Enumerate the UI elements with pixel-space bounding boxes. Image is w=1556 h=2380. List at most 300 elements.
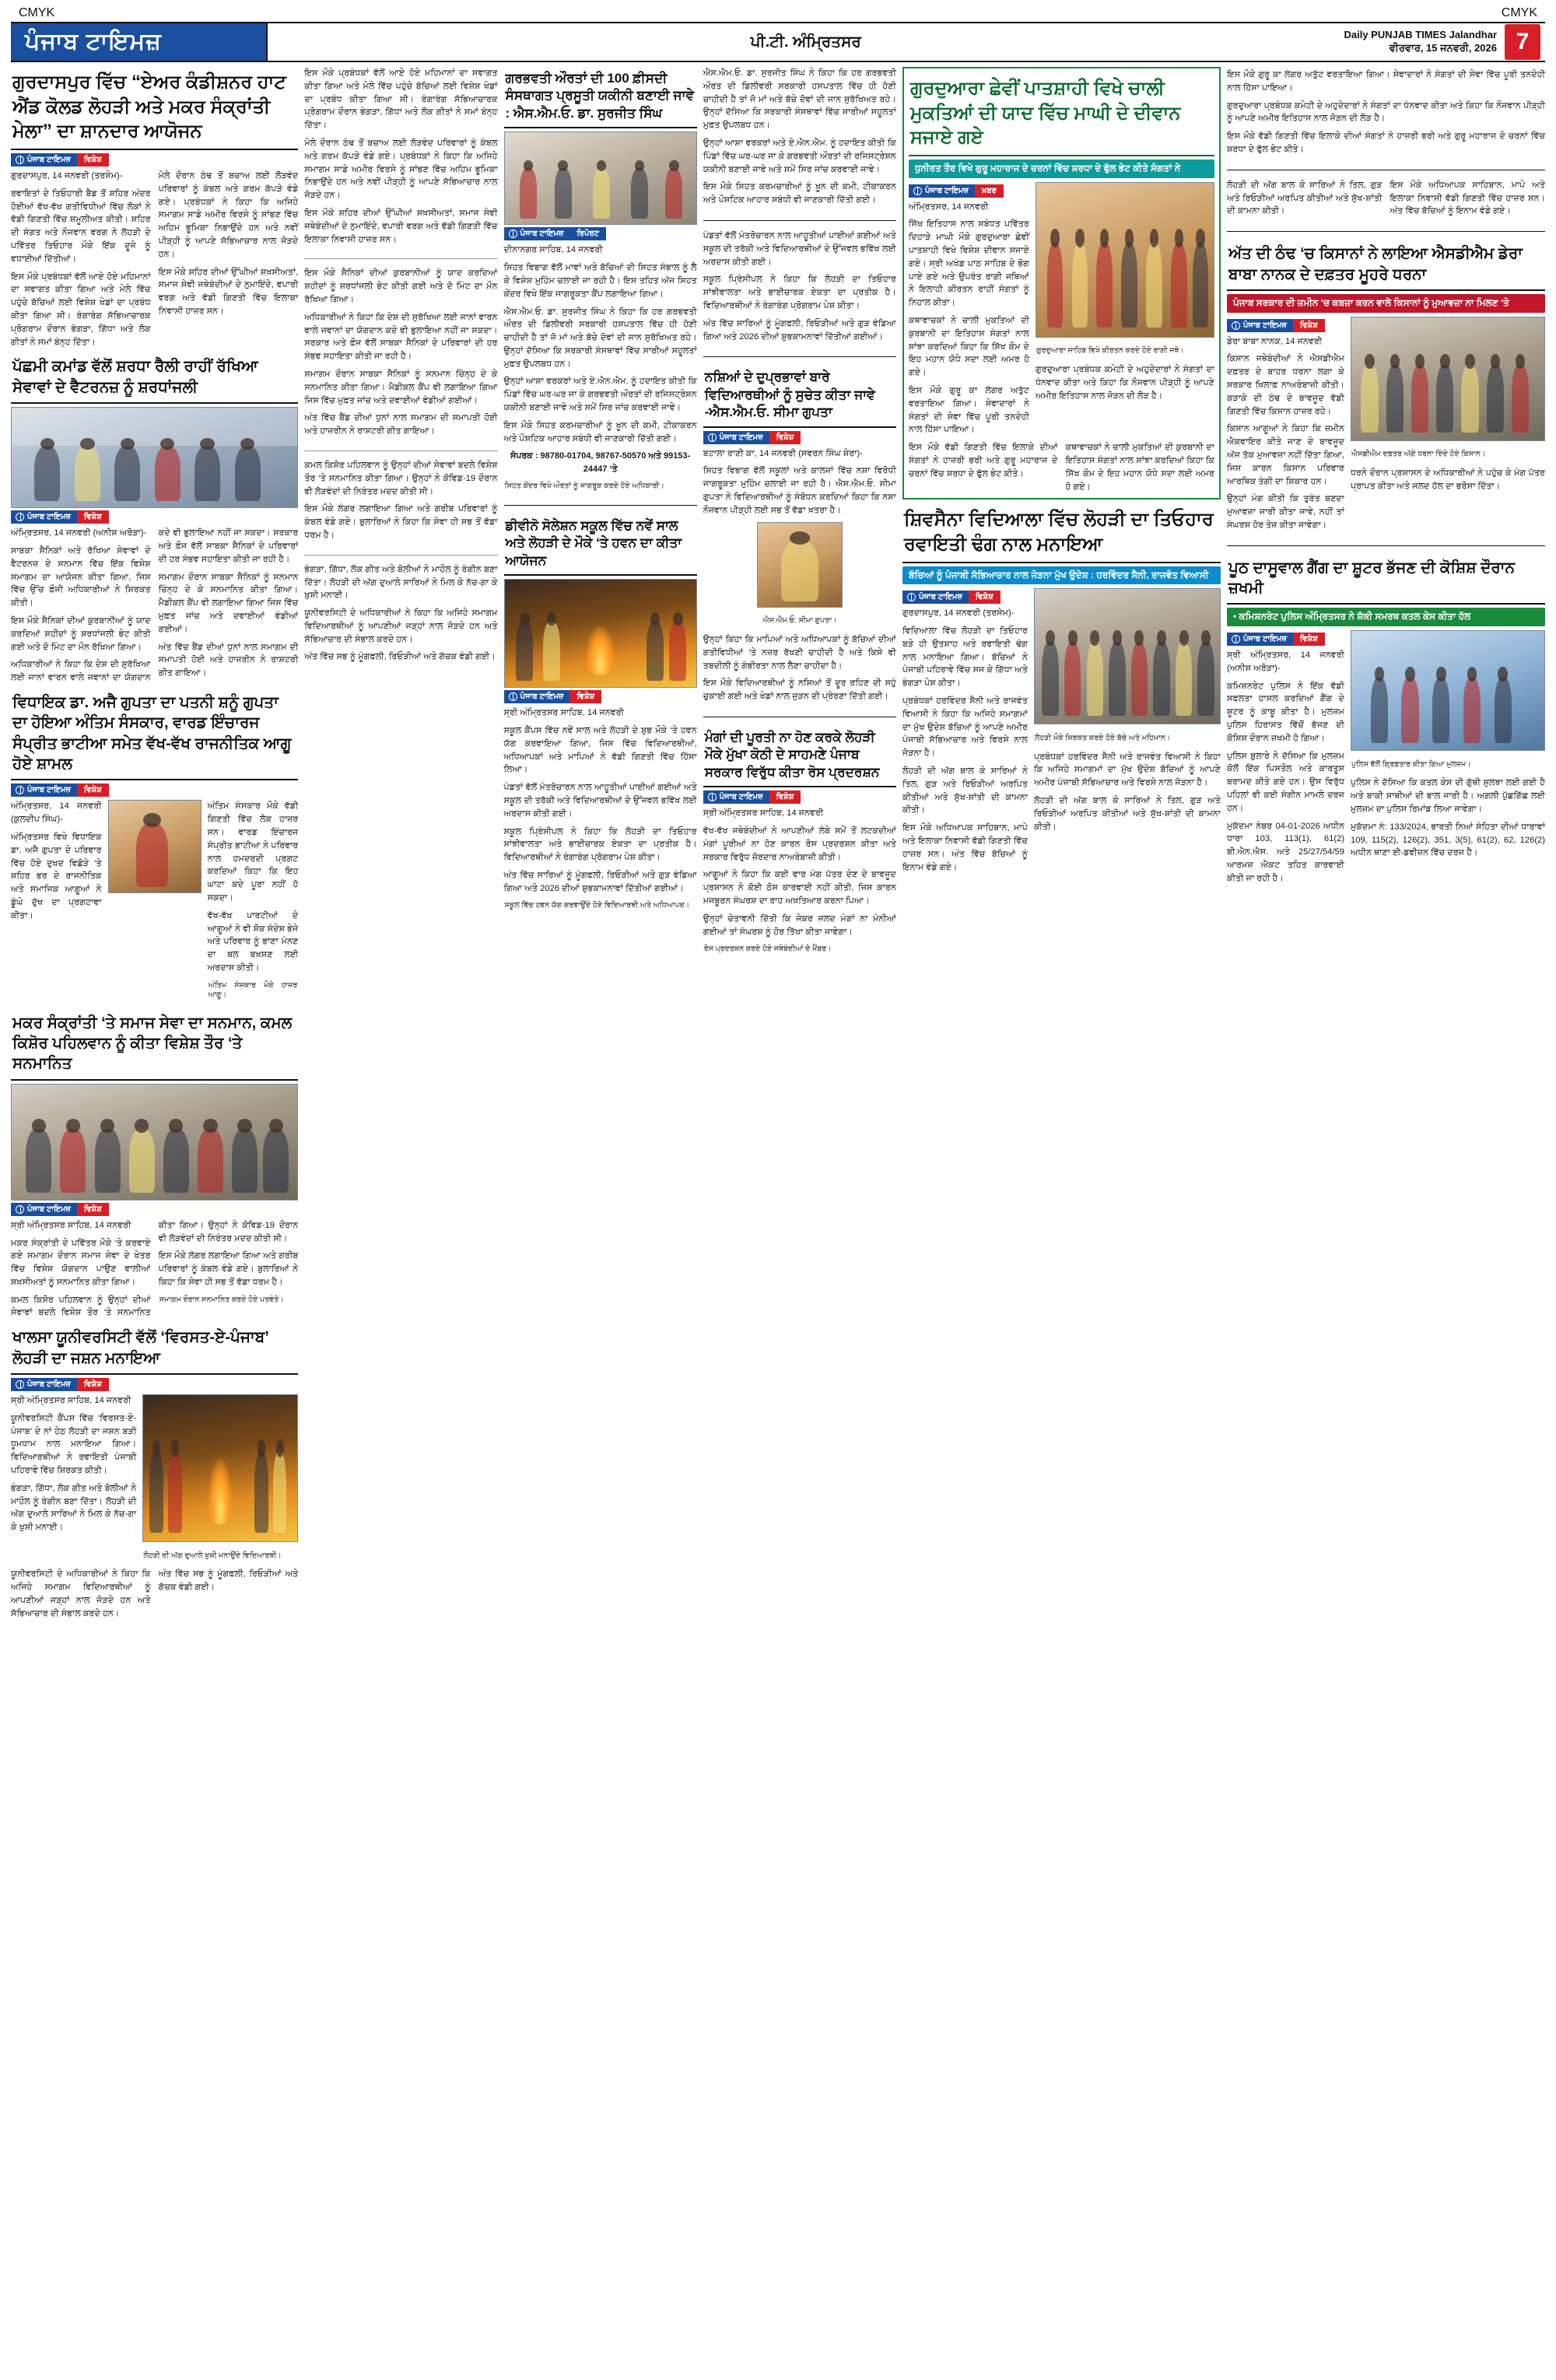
caption: ਸਿਹਤ ਕੇਂਦਰ ਵਿਖੇ ਔਰਤਾਂ ਨੂੰ ਜਾਗਰੂਕ ਕਰਦੇ ਹੋਏ ਅਧਿਕਾਰੀ। xyxy=(504,482,664,491)
para-1: ਸਾਬਕਾ ਸੈਨਿਕਾਂ ਅਤੇ ਰੱਖਿਆ ਸੇਵਾਵਾਂ ਦੇ ਵੈਟਰਨਜ਼ ਦੇ ਸਨਮਾਨ ਵਿੱਚ ਇੱਕ ਵਿਸ਼ੇਸ਼ ਸਮਾਗਮ ਦਾ ਆਯੋਜਨ ਕੀਤਾ ਗਿਆ, ਜਿਸ ਵਿੱਚ ਉੱਚ ਫ਼ੌਜੀ ਅਧਿਕਾਰੀਆਂ ਨੇ ਸ਼ਿਰਕਤ ਕੀਤੀ। xyxy=(11,545,151,608)
divider xyxy=(1227,545,1545,546)
para-3: ਯੂਨੀਵਰਸਿਟੀ ਦੇ ਅਧਿਕਾਰੀਆਂ ਨੇ ਕਿਹਾ ਕਿ ਅਜਿਹੇ ਸਮਾਗਮ ਵਿਦਿਆਰਥੀਆਂ ਨੂੰ ਆਪਣੀਆਂ ਜੜ੍ਹਾਂ ਨਾਲ ਜੋੜਦੇ ਹਨ ਅਤੇ ਸੱਭਿਆਚਾਰ ਦੀ ਸੰਭਾਲ ਕਰਦੇ ਹਨ। xyxy=(11,1569,151,1618)
article-women-100 xyxy=(504,67,697,496)
figure xyxy=(254,1452,268,1532)
col2-khalsa-jump xyxy=(304,563,497,669)
dateline: ਸ੍ਰੀ ਅੰਮ੍ਰਿਤਸਰ, 14 ਜਨਵਰੀ (ਅਨੀਸ਼ ਅਰੋੜਾ)- xyxy=(1226,650,1344,673)
para-2: ਇਸ ਮੌਕੇ ਪ੍ਰਬੰਧਕਾਂ ਵੱਲੋਂ ਆਏ ਹੋਏ ਮਹਿਮਾਨਾਂ ਦਾ ਸਵਾਗਤ ਕੀਤਾ ਗਿਆ ਅਤੇ ਮੇਲੇ ਵਿੱਚ ਪਹੁੰਚੇ ਬੱਚਿਆਂ ਲਈ ਵਿਸ਼ੇਸ਼ ਖੇਡਾਂ ਦਾ ਪ੍ਰਬੰਧ ਕੀਤਾ ਗਿਆ ਸੀ। ਰੰਗਾਰੰਗ ਸੱਭਿਆਚਾਰਕ ਪ੍ਰੋਗਰਾਮ ਦੌਰਾਨ ਭੰਗੜਾ, ਗਿੱਧਾ ਅਤੇ ਲੋਕ ਗੀਤਾਂ ਨੇ ਸਮਾਂ ਬੰਨ੍ਹ ਦਿੱਤਾ। xyxy=(11,272,151,347)
article-gurdwara-chhevin xyxy=(902,67,1221,499)
cmyk-label-right: CMYK xyxy=(1501,6,1537,19)
figure xyxy=(516,622,533,681)
article-body xyxy=(11,170,298,349)
para-3: ਇਸ ਮੌਕੇ ਲੰਗਰ ਲਗਾਇਆ ਗਿਆ ਅਤੇ ਗਰੀਬ ਪਰਿਵਾਰਾਂ ਨੂੰ ਕੰਬਲ ਵੰਡੇ ਗਏ। ਬੁਲਾਰਿਆਂ ਨੇ ਕਿਹਾ ਕਿ ਸੇਵਾ ਹੀ ਸਭ ਤੋਂ ਵੱਡਾ ਧਰਮ ਹੈ। xyxy=(158,1251,299,1287)
article-layout xyxy=(1227,317,1545,537)
figure xyxy=(232,1129,258,1192)
divider xyxy=(304,258,497,259)
figure xyxy=(114,447,140,501)
page-number: 7 xyxy=(1505,24,1540,60)
para-1: ਮਕਰ ਸੰਕ੍ਰਾਂਤੀ ਦੇ ਪਵਿੱਤਰ ਮੌਕੇ ‘ਤੇ ਕਰਵਾਏ ਗਏ ਸਮਾਗਮ ਦੌਰਾਨ ਸਮਾਜ ਸੇਵਾ ਦੇ ਖੇਤਰ ਵਿੱਚ ਵਿਸ਼ੇਸ਼ ਯੋਗਦਾਨ ਪਾਉਣ ਵਾਲੀਆਂ ਸ਼ਖ਼ਸੀਅਤਾਂ ਨੂੰ ਸਨਮਾਨਿਤ ਕੀਤਾ ਗਿਆ। xyxy=(11,1238,151,1287)
tag-badge: ਵਿਸ਼ੇਸ਼ xyxy=(77,1203,109,1216)
figure xyxy=(26,1129,51,1192)
article-body-2 xyxy=(1351,776,1545,860)
para-2: ਆਗੂਆਂ ਨੇ ਕਿਹਾ ਕਿ ਕਈ ਵਾਰ ਮੰਗ ਪੱਤਰ ਦੇਣ ਦੇ ਬਾਵਜੂਦ ਪ੍ਰਸ਼ਾਸਨ ਨੇ ਕੋਈ ਠੋਸ ਕਾਰਵਾਈ ਨਹੀਂ ਕੀਤੀ, ਜਿਸ ਕਾਰਨ ਮਜਬੂਰਨ ਸੰਘਰਸ਼ ਦਾ ਰਾਹ ਅਖ਼ਤਿਆਰ ਕਰਨਾ ਪਿਆ। xyxy=(703,870,896,906)
dateline: ਗੁਰਦਾਸਪੁਰ, 14 ਜਨਵਰੀ (ਤਰਸੇਮ)- xyxy=(11,171,123,181)
divider xyxy=(703,220,896,221)
photo-shivsena xyxy=(1034,588,1221,724)
para-2: ਕਮਲ ਕਿਸ਼ੋਰ ਪਹਿਲਵਾਨ ਨੂੰ ਉਨ੍ਹਾਂ ਦੀਆਂ ਸੇਵਾਵਾਂ ਬਦਲੇ ਵਿਸ਼ੇਸ਼ ਤੌਰ ‘ਤੇ ਸਨਮਾਨਿਤ ਕੀਤਾ ਗਿਆ। ਉਨ੍ਹਾਂ ਨੇ ਕੋਵਿਡ-19 ਦੌਰਾਨ ਵੀ ਲੋੜਵੰਦਾਂ ਦੀ ਨਿਰੰਤਰ ਮਦਦ ਕੀਤੀ ਸੀ। xyxy=(11,1220,299,1318)
figure xyxy=(1386,365,1404,433)
para-4: ਇਸ ਮੌਕੇ ਸ਼ਹਿਰ ਦੀਆਂ ਉੱਘੀਆਂ ਸ਼ਖ਼ਸੀਅਤਾਂ, ਸਮਾਜ ਸੇਵੀ ਜਥੇਬੰਦੀਆਂ ਦੇ ਨੁਮਾਇੰਦੇ, ਵਪਾਰੀ ਵਰਗ ਅਤੇ ਵੱਡੀ ਗਿਣਤੀ ਵਿੱਚ ਇਲਾਕਾ ਨਿਵਾਸੀ ਹਾਜ਼ਰ ਸਨ। xyxy=(158,267,299,316)
cmyk-label-left: CMYK xyxy=(19,6,55,19)
article-body xyxy=(703,447,896,517)
article-body-2 xyxy=(703,633,896,703)
brand-badge: ਪੰਜਾਬ ਟਾਇਮਜ਼ xyxy=(11,1378,77,1391)
para-a: ਇਸ ਮੌਕੇ ਗੁਰੂ ਕਾ ਲੰਗਰ ਅਤੁੱਟ ਵਰਤਾਇਆ ਗਿਆ। ਸੇਵਾਦਾਰਾਂ ਨੇ ਸੰਗਤਾਂ ਦੀ ਸੇਵਾ ਵਿੱਚ ਪੂਰੀ ਤਨਦੇਹੀ ਨਾਲ ਹਿੱਸਾ ਪਾਇਆ। xyxy=(1226,70,1545,93)
photo-figures xyxy=(1035,589,1220,724)
photo-wrap xyxy=(142,1394,298,1568)
para-1: ਸਿਹਤ ਵਿਭਾਗ ਵੱਲੋਂ ਸਕੂਲਾਂ ਅਤੇ ਕਾਲਜਾਂ ਵਿੱਚ ਨਸ਼ਾ ਵਿਰੋਧੀ ਜਾਗਰੂਕਤਾ ਮੁਹਿੰਮ ਚਲਾਈ ਜਾ ਰਹੀ ਹੈ। ਐਸ.ਐਮ.ਓ. ਸੀਮਾ ਗੁਪਤਾ ਨੇ ਵਿਦਿਆਰਥੀਆਂ ਨੂੰ ਸੰਬੋਧਨ ਕਰਦਿਆਂ ਕਿਹਾ ਕਿ ਨਸ਼ਾ ਨੌਜਵਾਨ ਪੀੜ੍ਹੀ ਲਈ ਸਭ ਤੋਂ ਵੱਡਾ ਖ਼ਤਰਾ ਹੈ। xyxy=(703,466,896,515)
para-d: ਪੰਡਤਾਂ ਵੱਲੋਂ ਮੰਤਰੋਚਾਰਨ ਨਾਲ ਆਹੂਤੀਆਂ ਪਾਈਆਂ ਗਈਆਂ ਅਤੇ ਸਕੂਲ ਦੀ ਤਰੱਕੀ ਅਤੇ ਵਿਦਿਆਰਥੀਆਂ ਦੇ ਉੱਜਵਲ ਭਵਿੱਖ ਲਈ ਅਰਦਾਸ ਕੀਤੀ ਗਈ। xyxy=(703,230,896,267)
credit-line xyxy=(504,227,697,240)
tag-badge: ਵਿਸ਼ੇਸ਼ xyxy=(769,790,801,804)
article-vidhayak-ajay-gupta xyxy=(11,689,298,1005)
figure xyxy=(520,168,537,219)
divider xyxy=(504,505,697,506)
para-4: ਅੰਤ ਵਿੱਚ ਸਭ ਨੂੰ ਮੂੰਗਫਲੀ, ਰਿਓੜੀਆਂ ਅਤੇ ਗੱਚਕ ਵੰਡੀ ਗਈ। xyxy=(158,1569,299,1593)
brand-badge: ਪੰਜਾਬ ਟਾਇਮਜ਼ xyxy=(11,1203,77,1216)
article-body-left xyxy=(11,800,102,1004)
article-body-3 xyxy=(909,441,1214,493)
brand-badge: ਪੰਜਾਬ ਟਾਇਮਜ਼ xyxy=(909,184,975,198)
tag-badge: ਵਿਸ਼ੇਸ਼ xyxy=(1293,319,1325,332)
photo-figures xyxy=(758,523,842,607)
para-1: ਵੱਖ-ਵੱਖ ਜਥੇਬੰਦੀਆਂ ਨੇ ਆਪਣੀਆਂ ਲੰਬੇ ਸਮੇਂ ਤੋਂ ਲਟਕਦੀਆਂ ਮੰਗਾਂ ਪੂਰੀਆਂ ਨਾ ਹੋਣ ਕਾਰਨ ਰੋਸ ਪ੍ਰਦਰਸ਼ਨ ਕੀਤਾ ਅਤੇ ਸਰਕਾਰ ਵਿਰੁੱਧ ਜ਼ੋਰਦਾਰ ਨਾਅਰੇਬਾਜ਼ੀ ਕੀਤੀ। xyxy=(703,826,896,862)
photo-figures xyxy=(1351,631,1544,750)
tag-badge: ਵਿਸ਼ੇਸ਼ xyxy=(77,153,109,166)
masthead-right xyxy=(1344,23,1546,61)
figure xyxy=(155,447,180,501)
credit-line xyxy=(11,510,298,524)
para-2: ਐਸ.ਐਮ.ਓ. ਡਾ. ਸੁਰਜੀਤ ਸਿੰਘ ਨੇ ਕਿਹਾ ਕਿ ਹਰ ਗਰਭਵਤੀ ਔਰਤ ਦੀ ਡਿਲੀਵਰੀ ਸਰਕਾਰੀ ਹਸਪਤਾਲ ਵਿੱਚ ਹੀ ਹੋਣੀ ਚਾਹੀਦੀ ਹੈ ਤਾਂ ਜੋ ਮਾਂ ਅਤੇ ਬੱਚੇ ਦੋਵਾਂ ਦੀ ਜਾਨ ਸੁਰੱਖਿਅਤ ਰਹੇ। ਉਨ੍ਹਾਂ ਦੱਸਿਆ ਕਿ ਸਰਕਾਰੀ ਸੰਸਥਾਵਾਂ ਵਿੱਚ ਸਾਰੀਆਂ ਸਹੂਲਤਾਂ ਮੁਫ਼ਤ ਉਪਲਬਧ ਹਨ। xyxy=(503,307,697,369)
figure xyxy=(1146,243,1162,328)
article-body-2 xyxy=(1036,363,1214,402)
headline: ਗੁਰਦੁਆਰਾ ਛੇਵੀਂ ਪਾਤਸ਼ਾਹੀ ਵਿਖੇ ਚਾਲੀ ਮੁਕਤਿਆਂ ਦੀ ਯਾਦ ਵਿੱਚ ਮਾਘੀ ਦੇ ਦੀਵਾਨ ਸਜਾਏ ਗਏ xyxy=(909,73,1214,156)
para-4: ਪੁਲਿਸ ਨੇ ਦੱਸਿਆ ਕਿ ਕਤਲ ਕੇਸ ਦੀ ਗੁੱਥੀ ਸੁਲਝਾ ਲਈ ਗਈ ਹੈ ਅਤੇ ਬਾਕੀ ਸਾਥੀਆਂ ਦੀ ਭਾਲ ਜਾਰੀ ਹੈ। ਅਗਲੀ ਪੁੱਛਗਿੱਛ ਲਈ ਮੁਲਜ਼ਮ ਦਾ ਪੁਲਿਸ ਰਿਮਾਂਡ ਲਿਆ ਜਾਵੇਗਾ। xyxy=(1351,778,1545,815)
figure xyxy=(1463,678,1481,743)
col2-samman-jump xyxy=(304,459,497,547)
photo-figures xyxy=(12,408,297,507)
brand-badge: ਪੰਜਾਬ ਟਾਇਮਜ਼ xyxy=(703,790,769,804)
page-grid xyxy=(11,67,1545,1621)
caption: ਸਕੂਲ ਵਿੱਚ ਹਵਨ ਯੱਗ ਕਰਵਾਉਂਦੇ ਹੋਏ ਵਿਦਿਆਰਥੀ ਅਤੇ ਅਧਿਆਪਕ। xyxy=(504,901,690,910)
credit-line xyxy=(11,783,298,797)
brand-badge: ਪੰਜਾਬ ਟਾਇਮਜ਼ xyxy=(1227,633,1293,646)
globe-icon xyxy=(509,230,517,238)
photo-command xyxy=(11,407,298,508)
para-2: ਕਥਾਵਾਚਕਾਂ ਨੇ ਚਾਲੀ ਮੁਕਤਿਆਂ ਦੀ ਕੁਰਬਾਨੀ ਦਾ ਇਤਿਹਾਸ ਸੰਗਤਾਂ ਨਾਲ ਸਾਂਝਾ ਕਰਦਿਆਂ ਕਿਹਾ ਕਿ ਸਿੱਖ ਕੌਮ ਦੇ ਇਹ ਮਹਾਨ ਯੋਧੇ ਸਦਾ ਲਈ ਅਮਰ ਹੋ ਗਏ। xyxy=(908,315,1029,378)
para-e: ਸਕੂਲ ਪ੍ਰਿੰਸੀਪਲ ਨੇ ਕਿਹਾ ਕਿ ਲੋਹੜੀ ਦਾ ਤਿਓਹਾਰ ਸਾਂਝੀਵਾਲਤਾ ਅਤੇ ਭਾਈਚਾਰਕ ਏਕਤਾ ਦਾ ਪ੍ਰਤੀਕ ਹੈ। ਵਿਦਿਆਰਥੀਆਂ ਨੇ ਰੰਗਾਰੰਗ ਪ੍ਰੋਗਰਾਮ ਪੇਸ਼ ਕੀਤਾ। xyxy=(703,275,896,310)
para-h: ਕਮਲ ਕਿਸ਼ੋਰ ਪਹਿਲਵਾਨ ਨੂੰ ਉਨ੍ਹਾਂ ਦੀਆਂ ਸੇਵਾਵਾਂ ਬਦਲੇ ਵਿਸ਼ੇਸ਼ ਤੌਰ ‘ਤੇ ਸਨਮਾਨਿਤ ਕੀਤਾ ਗਿਆ। ਉਨ੍ਹਾਂ ਨੇ ਕੋਵਿਡ-19 ਦੌਰਾਨ ਵੀ ਲੋੜਵੰਦਾਂ ਦੀ ਨਿਰੰਤਰ ਮਦਦ ਕੀਤੀ ਸੀ। xyxy=(304,460,498,496)
caption: ਲੋਹੜੀ ਦੀ ਅੱਗ ਦੁਆਲੇ ਖ਼ੁਸ਼ੀ ਮਨਾਉਂਦੇ ਵਿਦਿਆਰਥੀ। xyxy=(143,1551,282,1560)
para-3: ਅਧਿਕਾਰੀਆਂ ਨੇ ਕਿਹਾ ਕਿ ਦੇਸ਼ ਦੀ ਸੁਰੱਖਿਆ ਲਈ ਜਾਨਾਂ ਵਾਰਨ ਵਾਲੇ ਜਵਾਨਾਂ ਦਾ ਯੋਗਦਾਨ ਕਦੇ ਵੀ ਭੁਲਾਇਆ ਨਹੀਂ ਜਾ ਸਕਦਾ। ਸਰਕਾਰ ਅਤੇ ਫ਼ੌਜ ਵੱਲੋਂ ਸਾਬਕਾ ਸੈਨਿਕਾਂ ਦੇ ਪਰਿਵਾਰਾਂ ਦੀ ਹਰ ਸੰਭਵ ਸਹਾਇਤਾ ਕੀਤੀ ਜਾ ਰਹੀ ਹੈ। xyxy=(11,528,299,683)
credit-line xyxy=(11,1203,298,1216)
para-3: ਮੇਲੇ ਦੌਰਾਨ ਠੰਢ ਤੋਂ ਬਚਾਅ ਲਈ ਲੋੜਵੰਦ ਪਰਿਵਾਰਾਂ ਨੂੰ ਕੰਬਲ ਅਤੇ ਗਰਮ ਕੱਪੜੇ ਵੰਡੇ ਗਏ। ਪ੍ਰਬੰਧਕਾਂ ਨੇ ਕਿਹਾ ਕਿ ਅਜਿਹੇ ਸਮਾਗਮ ਸਾਡੇ ਅਮੀਰ ਵਿਰਸੇ ਨੂੰ ਸਾਂਭਣ ਵਿੱਚ ਅਹਿਮ ਭੂਮਿਕਾ ਨਿਭਾਉਂਦੇ ਹਨ ਅਤੇ ਨਵੀਂ ਪੀੜ੍ਹੀ ਨੂੰ ਆਪਣੇ ਸੱਭਿਆਚਾਰ ਨਾਲ ਜੋੜਦੇ ਹਨ। xyxy=(158,171,299,259)
caption: ਅੰਤਿਮ ਸੰਸਕਾਰ ਮੌਕੇ ਹਾਜ਼ਰ ਆਗੂ। xyxy=(208,980,298,1000)
para-5: ਪ੍ਰਬੰਧਕਾਂ ਹਰਵਿੰਦਰ ਸੈਨੀ ਅਤੇ ਰਾਜਵੰਤ ਵਿਆਸੀ ਨੇ ਕਿਹਾ ਕਿ ਅਜਿਹੇ ਸਮਾਗਮਾਂ ਦਾ ਮੁੱਖ ਉਦੇਸ਼ ਬੱਚਿਆਂ ਨੂੰ ਆਪਣੇ ਅਮੀਰ ਪੰਜਾਬੀ ਸੱਭਿਆਚਾਰ ਅਤੇ ਵਿਰਸੇ ਨਾਲ ਜੋੜਨਾ ਹੈ। xyxy=(1033,752,1221,788)
para-d: ਲੋਹੜੀ ਦੀ ਅੱਗ ਬਾਲ ਕੇ ਸਾਰਿਆਂ ਨੇ ਤਿਲ, ਗੁੜ ਅਤੇ ਰਿਓੜੀਆਂ ਅਰਪਿਤ ਕੀਤੀਆਂ ਅਤੇ ਸੁੱਖ-ਸ਼ਾਂਤੀ ਦੀ ਕਾਮਨਾ ਕੀਤੀ। xyxy=(1226,180,1383,216)
para-2: ਕਿਸਾਨ ਆਗੂਆਂ ਨੇ ਕਿਹਾ ਕਿ ਜ਼ਮੀਨ ਐਕਵਾਇਰ ਕੀਤੇ ਜਾਣ ਦੇ ਬਾਵਜੂਦ ਅੱਜ ਤੱਕ ਮੁਆਵਜ਼ਾ ਨਹੀਂ ਦਿੱਤਾ ਗਿਆ, ਜਿਸ ਕਾਰਨ ਕਿਸਾਨ ਪਰਿਵਾਰ ਆਰਥਿਕ ਤੰਗੀ ਦਾ ਸ਼ਿਕਾਰ ਹਨ। xyxy=(1226,424,1344,486)
para-a: ਐਸ.ਐਮ.ਓ. ਡਾ. ਸੁਰਜੀਤ ਸਿੰਘ ਨੇ ਕਿਹਾ ਕਿ ਹਰ ਗਰਭਵਤੀ ਔਰਤ ਦੀ ਡਿਲੀਵਰੀ ਸਰਕਾਰੀ ਹਸਪਤਾਲ ਵਿੱਚ ਹੀ ਹੋਣੀ ਚਾਹੀਦੀ ਹੈ ਤਾਂ ਜੋ ਮਾਂ ਅਤੇ ਬੱਚੇ ਦੋਵਾਂ ਦੀ ਜਾਨ ਸੁਰੱਖਿਅਤ ਰਹੇ। ਉਨ੍ਹਾਂ ਦੱਸਿਆ ਕਿ ਸਰਕਾਰੀ ਸੰਸਥਾਵਾਂ ਵਿੱਚ ਸਾਰੀਆਂ ਸਹੂਲਤਾਂ ਮੁਫ਼ਤ ਉਪਲਬਧ ਹਨ। xyxy=(703,68,896,131)
para-c: ਇਸ ਮੌਕੇ ਸਿਹਤ ਕਰਮਚਾਰੀਆਂ ਨੂੰ ਖ਼ੂਨ ਦੀ ਕਮੀ, ਟੀਕਾਕਰਨ ਅਤੇ ਪੌਸ਼ਟਿਕ ਆਹਾਰ ਸਬੰਧੀ ਵੀ ਜਾਣਕਾਰੀ ਦਿੱਤੀ ਗਈ। xyxy=(703,182,896,205)
figure xyxy=(1087,642,1103,716)
para-f: ਸਮਾਗਮ ਦੌਰਾਨ ਸਾਬਕਾ ਸੈਨਿਕਾਂ ਨੂੰ ਸਨਮਾਨ ਚਿੰਨ੍ਹ ਦੇ ਕੇ ਸਨਮਾਨਿਤ ਕੀਤਾ ਗਿਆ। ਮੈਡੀਕਲ ਕੈਂਪ ਵੀ ਲਗਾਇਆ ਗਿਆ ਜਿਸ ਵਿੱਚ ਮੁਫ਼ਤ ਜਾਂਚ ਅਤੇ ਦਵਾਈਆਂ ਵੰਡੀਆਂ ਗਈਆਂ। xyxy=(304,369,498,405)
figure xyxy=(1193,243,1209,328)
para-4: ਧਰਨੇ ਦੌਰਾਨ ਪ੍ਰਸ਼ਾਸਨ ਦੇ ਅਧਿਕਾਰੀਆਂ ਨੇ ਪਹੁੰਚ ਕੇ ਮੰਗ ਪੱਤਰ ਪ੍ਰਾਪਤ ਕੀਤਾ ਅਤੇ ਜਲਦ ਹੱਲ ਦਾ ਭਰੋਸਾ ਦਿੱਤਾ। xyxy=(1351,468,1545,491)
photo-side xyxy=(1034,588,1221,878)
para-4: ਅੰਤ ਵਿੱਚ ਸਾਰਿਆਂ ਨੂੰ ਮੂੰਗਫਲੀ, ਰਿਓੜੀਆਂ ਅਤੇ ਗੁੜ ਵੰਡਿਆ ਗਿਆ ਅਤੇ 2026 ਦੀਆਂ ਸ਼ੁਭਕਾਮਨਾਵਾਂ ਦਿੱਤੀਆਂ ਗਈਆਂ। xyxy=(503,870,697,893)
article-mangan-rosh xyxy=(703,726,896,959)
credit-line xyxy=(703,431,896,444)
para-k: ਯੂਨੀਵਰਸਿਟੀ ਦੇ ਅਧਿਕਾਰੀਆਂ ਨੇ ਕਿਹਾ ਕਿ ਅਜਿਹੇ ਸਮਾਗਮ ਵਿਦਿਆਰਥੀਆਂ ਨੂੰ ਆਪਣੀਆਂ ਜੜ੍ਹਾਂ ਨਾਲ ਜੋੜਦੇ ਹਨ ਅਤੇ ਸੱਭਿਆਚਾਰ ਦੀ ਸੰਭਾਲ ਕਰਦੇ ਹਨ। xyxy=(304,608,498,644)
figure xyxy=(1096,243,1113,328)
article-body xyxy=(902,607,1028,874)
article-layout xyxy=(11,1394,298,1568)
para-3: ਉਨ੍ਹਾਂ ਚੇਤਾਵਨੀ ਦਿੱਤੀ ਕਿ ਜੇਕਰ ਜਲਦ ਮੰਗਾਂ ਨਾ ਮੰਨੀਆਂ ਗਈਆਂ ਤਾਂ ਸੰਘਰਸ਼ ਨੂੰ ਹੋਰ ਤਿੱਖਾ ਕੀਤਾ ਜਾਵੇਗਾ। xyxy=(703,913,896,937)
masthead xyxy=(11,22,1545,62)
dateline: ਡੇਰਾ ਬਾਬਾ ਨਾਨਕ, 14 ਜਨਵਰੀ xyxy=(1226,336,1323,346)
tag-badge: ਵਿਸ਼ੇਸ਼ xyxy=(769,431,801,444)
col2-command-jump xyxy=(304,267,497,443)
headline: ਅੱਤ ਦੀ ਠੰਢ ‘ਚ ਕਿਸਾਨਾਂ ਨੇ ਲਾਇਆ ਐਸਡੀਐਮ ਡੇਰਾ ਬਾਬਾ ਨਾਨਕ ਦੇ ਦਫ਼ਤਰ ਮੂਹਰੇ ਧਰਨਾ xyxy=(1227,240,1545,291)
figure xyxy=(593,168,610,219)
para-d: ਇਸ ਮੌਕੇ ਸੈਨਿਕਾਂ ਦੀਆਂ ਕੁਰਬਾਨੀਆਂ ਨੂੰ ਯਾਦ ਕਰਦਿਆਂ ਸ਼ਹੀਦਾਂ ਨੂੰ ਸ਼ਰਧਾਂਜਲੀ ਭੇਟ ਕੀਤੀ ਗਈ ਅਤੇ ਦੋ ਮਿੰਟ ਦਾ ਮੌਨ ਰੱਖਿਆ ਗਿਆ। xyxy=(304,268,498,304)
para-l: ਅੰਤ ਵਿੱਚ ਸਭ ਨੂੰ ਮੂੰਗਫਲੀ, ਰਿਓੜੀਆਂ ਅਤੇ ਗੱਚਕ ਵੰਡੀ ਗਈ। xyxy=(304,652,496,662)
photo-side xyxy=(1351,317,1545,537)
photo-gurdwara xyxy=(1036,182,1214,338)
registration-marks xyxy=(11,6,1545,22)
dateline: ਅੰਮ੍ਰਿਤਸਰ, 14 ਜਨਵਰੀ (ਕੁਲਦੀਪ ਸਿੰਘ)- xyxy=(11,801,102,825)
figure xyxy=(631,168,648,219)
tag-badge: ਵਿਸ਼ੇਸ਼ xyxy=(77,783,109,797)
para-2: ਉਨ੍ਹਾਂ ਕਿਹਾ ਕਿ ਮਾਪਿਆਂ ਅਤੇ ਅਧਿਆਪਕਾਂ ਨੂੰ ਬੱਚਿਆਂ ਦੀਆਂ ਗਤੀਵਿਧੀਆਂ ‘ਤੇ ਨਜ਼ਰ ਰੱਖਣੀ ਚਾਹੀਦੀ ਹੈ ਅਤੇ ਕਿਸੇ ਵੀ ਤਬਦੀਲੀ ਨੂੰ ਗੰਭੀਰਤਾ ਨਾਲ ਲੈਣਾ ਚਾਹੀਦਾ ਹੈ। xyxy=(703,634,896,671)
photo-figures xyxy=(1351,317,1544,440)
credit-line xyxy=(1227,319,1344,332)
tag-badge: ਖ਼ਬਰ xyxy=(975,184,1004,198)
para-5: ਮੁਕੱਦਮਾ ਨੰ: 133/2024, ਭਾਰਤੀ ਨਿਆਂ ਸੰਹਿਤਾ ਦੀਆਂ ਧਾਰਾਵਾਂ 109, 115(2), 126(2), 351, 3(5), 61(2), 62, 126(2) ਅਧੀਨ ਥਾਣਾ ਈ-ਡਵੀਜ਼ਨ ਵਿੱਚ ਦਰਜ ਹੈ। xyxy=(1351,822,1545,858)
headline: ਮੰਗਾਂ ਦੀ ਪੂਰਤੀ ਨਾ ਹੋਣ ਕਰਕੇ ਲੋਹੜੀ ਮੌਕੇ ਮੁੱਖਾ ਕੋਠੀ ਦੇ ਸਾਹਮਣੇ ਪੰਜਾਬ ਸਰਕਾਰ ਵਿਰੁੱਧ ਕੀਤਾ ਰੋਸ ਪ੍ਰਦਰਸ਼ਨ xyxy=(703,726,896,787)
para-g: ਅੰਤ ਵਿੱਚ ਬੈਂਡ ਦੀਆਂ ਧੁਨਾਂ ਨਾਲ ਸਮਾਗਮ ਦੀ ਸਮਾਪਤੀ ਹੋਈ ਅਤੇ ਹਾਜ਼ਰੀਨ ਨੇ ਰਾਸ਼ਟਰੀ ਗੀਤ ਗਾਇਆ। xyxy=(304,413,498,436)
figure xyxy=(1461,365,1478,433)
figure xyxy=(1047,243,1064,328)
brand-badge: ਪੰਜਾਬ ਟਾਇਮਜ਼ xyxy=(703,431,769,444)
dateline: ਸ੍ਰੀ ਅੰਮ੍ਰਿਤਸਰ ਸਾਹਿਬ, 14 ਜਨਵਰੀ xyxy=(503,708,625,718)
para-2: ਅੰਤਿਮ ਸੰਸਕਾਰ ਮੌਕੇ ਵੱਡੀ ਗਿਣਤੀ ਵਿੱਚ ਲੋਕ ਹਾਜ਼ਰ ਸਨ। ਵਾਰਡ ਇੰਚਾਰਜ ਸੰਪ੍ਰੀਤ ਭਾਟੀਆ ਨੇ ਪਰਿਵਾਰ ਨਾਲ ਹਮਦਰਦੀ ਪ੍ਰਗਟ ਕਰਦਿਆਂ ਕਿਹਾ ਕਿ ਇਹ ਘਾਟਾ ਕਦੇ ਪੂਰਾ ਨਹੀਂ ਹੋ ਸਕਦਾ। xyxy=(207,801,299,903)
subheadline: ਬੱਚਿਆਂ ਨੂੰ ਪੰਜਾਬੀ ਸੱਭਿਆਚਾਰ ਨਾਲ ਜੋੜਨਾ ਮੁੱਖ ਉਦੇਸ਼ : ਹਰਵਿੰਦਰ ਸੈਨੀ, ਰਾਜਵੰਤ ਵਿਆਸੀ xyxy=(902,566,1221,585)
credit-line xyxy=(909,184,1029,198)
dateline: ਬਟਾਲਾ ਰਾਣੀ ਕਾ, 14 ਜਨਵਰੀ (ਸਵਰਨ ਸਿੰਘ ਸ਼ੇਰਾ)- xyxy=(703,448,863,458)
article-body-left xyxy=(11,1394,136,1568)
photo-school xyxy=(504,579,697,688)
figure xyxy=(149,1452,163,1532)
tag-badge: ਵਿਸ਼ੇਸ਼ xyxy=(569,690,601,703)
para-e: ਇਸ ਮੌਕੇ ਅਧਿਆਪਕ ਸਾਹਿਬਾਨ, ਮਾਪੇ ਅਤੇ ਇਲਾਕਾ ਨਿਵਾਸੀ ਵੱਡੀ ਗਿਣਤੀ ਵਿੱਚ ਹਾਜ਼ਰ ਸਨ। ਅੰਤ ਵਿੱਚ ਬੱਚਿਆਂ ਨੂੰ ਇਨਾਮ ਵੰਡੇ ਗਏ। xyxy=(1390,180,1545,216)
dateline: ਗੁਰਦਾਸਪੁਰ, 14 ਜਨਵਰੀ (ਤਰਸੇਮ)- xyxy=(902,608,1015,619)
credit-line xyxy=(1227,633,1344,646)
dateline: ਅੰਮ੍ਰਿਤਸਰ, 14 ਜਨਵਰੀ xyxy=(908,202,989,212)
para-j: ਭੰਗੜਾ, ਗਿੱਧਾ, ਲੋਕ ਗੀਤ ਅਤੇ ਬੋਲੀਆਂ ਨੇ ਮਾਹੌਲ ਨੂੰ ਰੰਗੀਨ ਬਣਾ ਦਿੱਤਾ। ਲੋਹੜੀ ਦੀ ਅੱਗ ਦੁਆਲੇ ਸਾਰਿਆਂ ਨੇ ਮਿਲ ਕੇ ਨੱਚ-ਗਾ ਕੇ ਖ਼ੁਸ਼ੀ ਮਨਾਈ। xyxy=(304,564,498,601)
dateline: ਸ੍ਰੀ ਅੰਮ੍ਰਿਤਸਰ ਸਾਹਿਬ, 14 ਜਨਵਰੀ xyxy=(703,808,824,818)
headline: ਪੱਛਮੀ ਕਮਾਂਡ ਵੱਲੋਂ ਸ਼ਰਧਾ ਰੈਲੀ ਰਾਹੀਂ ਰੱਖਿਆ ਸੇਵਾਵਾਂ ਦੇ ਵੈਟਰਨਜ਼ ਨੂੰ ਸ਼ਰਧਾਂਜਲੀ xyxy=(11,353,298,404)
article-gang-injured xyxy=(1227,555,1545,890)
globe-icon xyxy=(16,156,24,164)
photo-figures xyxy=(109,801,201,892)
tag-badge: ਵਿਸ਼ੇਸ਼ xyxy=(1293,633,1325,646)
globe-icon xyxy=(16,1380,24,1389)
divider xyxy=(703,356,896,357)
figure xyxy=(34,447,60,501)
figure xyxy=(1153,642,1169,716)
article-layout xyxy=(11,800,298,1004)
article-body xyxy=(909,201,1029,437)
brand-badge: ਪੰਜਾਬ ਟਾਇਮਜ਼ xyxy=(11,783,77,797)
contact-line: ਸੰਪਰਕ : 98780-01704, 98767-50570 ਅਤੇ 99153-24447 ‘ਤੇ xyxy=(510,451,691,474)
text-side xyxy=(902,588,1028,878)
figure xyxy=(168,1452,182,1532)
figure xyxy=(1495,678,1512,743)
para-c: ਇਸ ਮੌਕੇ ਸ਼ਹਿਰ ਦੀਆਂ ਉੱਘੀਆਂ ਸ਼ਖ਼ਸੀਅਤਾਂ, ਸਮਾਜ ਸੇਵੀ ਜਥੇਬੰਦੀਆਂ ਦੇ ਨੁਮਾਇੰਦੇ, ਵਪਾਰੀ ਵਰਗ ਅਤੇ ਵੱਡੀ ਗਿਣਤੀ ਵਿੱਚ ਇਲਾਕਾ ਨਿਵਾਸੀ ਹਾਜ਼ਰ ਸਨ। xyxy=(304,208,498,244)
brand-badge: ਪੰਜਾਬ ਟਾਇਮਜ਼ xyxy=(902,591,969,604)
article-body xyxy=(1227,335,1344,532)
para-a: ਇਸ ਮੌਕੇ ਪ੍ਰਬੰਧਕਾਂ ਵੱਲੋਂ ਆਏ ਹੋਏ ਮਹਿਮਾਨਾਂ ਦਾ ਸਵਾਗਤ ਕੀਤਾ ਗਿਆ ਅਤੇ ਮੇਲੇ ਵਿੱਚ ਪਹੁੰਚੇ ਬੱਚਿਆਂ ਲਈ ਵਿਸ਼ੇਸ਼ ਖੇਡਾਂ ਦਾ ਪ੍ਰਬੰਧ ਕੀਤਾ ਗਿਆ ਸੀ। ਰੰਗਾਰੰਗ ਸੱਭਿਆਚਾਰਕ ਪ੍ਰੋਗਰਾਮ ਦੌਰਾਨ ਭੰਗੜਾ, ਗਿੱਧਾ ਅਤੇ ਲੋਕ ਗੀਤਾਂ ਨੇ ਸਮਾਂ ਬੰਨ੍ਹ ਦਿੱਤਾ। xyxy=(304,68,498,131)
subheadline: ਪੰਜਾਬ ਸਰਕਾਰ ਦੀ ਜ਼ਮੀਨ ‘ਚ ਕਬਜ਼ਾ ਕਰਨ ਵਾਲੇ ਕਿਸਾਨਾਂ ਨੂੰ ਮੁਆਵਜ਼ਾ ਨਾ ਮਿਲਣ ‘ਤੇ xyxy=(1227,294,1545,313)
para-3: ਮੁਕੱਦਮਾ ਨੰਬਰ 04-01-2026 ਅਧੀਨ ਧਾਰਾ 103, 113(1), 61(2) ਬੀ.ਐਨ.ਐਸ. ਅਤੇ 25/27/54/59 ਆਰਮਜ਼ ਐਕਟ ਤਹਿਤ ਕਾਰਵਾਈ ਕੀਤੀ ਜਾ ਰਹੀ ਹੈ। xyxy=(1226,821,1344,883)
text-side xyxy=(1227,317,1344,537)
globe-icon xyxy=(1232,635,1240,643)
dateline: ਸ੍ਰੀ ਅੰਮ੍ਰਿਤਸਰ ਸਾਹਿਬ, 14 ਜਨਵਰੀ xyxy=(11,1396,131,1406)
para-3: ਇਸ ਮੌਕੇ ਵਿਦਿਆਰਥੀਆਂ ਨੂੰ ਨਸ਼ਿਆਂ ਤੋਂ ਦੂਰ ਰਹਿਣ ਦੀ ਸਹੁੰ ਚੁਕਾਈ ਗਈ ਅਤੇ ਖੇਡਾਂ ਨਾਲ ਜੁੜਨ ਦੀ ਪ੍ਰੇਰਣਾ ਦਿੱਤੀ ਗਈ। xyxy=(703,678,896,702)
para-3: ਉਨ੍ਹਾਂ ਆਸ਼ਾ ਵਰਕਰਾਂ ਅਤੇ ਏ.ਐਨ.ਐਮ. ਨੂੰ ਹਦਾਇਤ ਕੀਤੀ ਕਿ ਪਿੰਡਾਂ ਵਿੱਚ ਘਰ-ਘਰ ਜਾ ਕੇ ਗਰਭਵਤੀ ਔਰਤਾਂ ਦੀ ਰਜਿਸਟ੍ਰੇਸ਼ਨ ਯਕੀਨੀ ਬਣਾਈ ਜਾਵੇ ਅਤੇ ਸਮੇਂ ਸਿਰ ਜਾਂਚ ਕਰਵਾਈ ਜਾਵੇ। xyxy=(503,377,697,413)
column-3 xyxy=(504,67,697,916)
figure xyxy=(1197,642,1214,716)
para-3: ਇਸ ਮੌਕੇ ਗੁਰੂ ਕਾ ਲੰਗਰ ਅਤੁੱਟ ਵਰਤਾਇਆ ਗਿਆ। ਸੇਵਾਦਾਰਾਂ ਨੇ ਸੰਗਤਾਂ ਦੀ ਸੇਵਾ ਵਿੱਚ ਪੂਰੀ ਤਨਦੇਹੀ ਨਾਲ ਹਿੱਸਾ ਪਾਇਆ। xyxy=(908,385,1029,435)
para-b: ਉਨ੍ਹਾਂ ਆਸ਼ਾ ਵਰਕਰਾਂ ਅਤੇ ਏ.ਐਨ.ਐਮ. ਨੂੰ ਹਦਾਇਤ ਕੀਤੀ ਕਿ ਪਿੰਡਾਂ ਵਿੱਚ ਘਰ-ਘਰ ਜਾ ਕੇ ਗਰਭਵਤੀ ਔਰਤਾਂ ਦੀ ਰਜਿਸਟ੍ਰੇਸ਼ਨ ਯਕੀਨੀ ਬਣਾਈ ਜਾਵੇ ਅਤੇ ਸਮੇਂ ਸਿਰ ਜਾਂਚ ਕਰਵਾਈ ਜਾਵੇ। xyxy=(703,138,896,174)
credit-line xyxy=(902,591,1028,604)
divider xyxy=(304,450,497,451)
credit-line xyxy=(504,690,697,703)
para-4: ਇਸ ਮੌਕੇ ਸਿਹਤ ਕਰਮਚਾਰੀਆਂ ਨੂੰ ਖ਼ੂਨ ਦੀ ਕਮੀ, ਟੀਕਾਕਰਨ ਅਤੇ ਪੌਸ਼ਟਿਕ ਆਹਾਰ ਸਬੰਧੀ ਵੀ ਜਾਣਕਾਰੀ ਦਿੱਤੀ ਗਈ। xyxy=(503,420,697,443)
globe-icon xyxy=(16,786,24,794)
dateline-line1: Daily PUNJAB TIMES Jalandhar xyxy=(1344,29,1497,41)
para-2: ਪ੍ਰਬੰਧਕਾਂ ਹਰਵਿੰਦਰ ਸੈਨੀ ਅਤੇ ਰਾਜਵੰਤ ਵਿਆਸੀ ਨੇ ਕਿਹਾ ਕਿ ਅਜਿਹੇ ਸਮਾਗਮਾਂ ਦਾ ਮੁੱਖ ਉਦੇਸ਼ ਬੱਚਿਆਂ ਨੂੰ ਆਪਣੇ ਅਮੀਰ ਪੰਜਾਬੀ ਸੱਭਿਆਚਾਰ ਅਤੇ ਵਿਰਸੇ ਨਾਲ ਜੋੜਨਾ ਹੈ। xyxy=(902,696,1028,759)
column-6 xyxy=(1227,67,1545,890)
figure xyxy=(669,622,686,681)
figure xyxy=(194,447,220,501)
article-punjab-command xyxy=(11,353,298,685)
brand-badge: ਪੰਜਾਬ ਟਾਇਮਜ਼ xyxy=(11,510,77,524)
credit-line xyxy=(11,1378,298,1391)
divider xyxy=(1227,231,1545,232)
cmyk-bar-left xyxy=(19,6,64,20)
headline: ਸ਼ਿਵਸੈਨਾ ਵਿਦਿਆਲਾ ਵਿੱਚ ਲੋਹੜੀ ਦਾ ਤਿਓਹਾਰ ਰਵਾਇਤੀ ਢੰਗ ਨਾਲ ਮਨਾਇਆ xyxy=(902,504,1221,563)
article-layout xyxy=(1227,630,1545,890)
brand-badge: ਪੰਜਾਬ ਟਾਇਮਜ਼ xyxy=(1227,319,1293,332)
para-2: ਪੰਡਤਾਂ ਵੱਲੋਂ ਮੰਤਰੋਚਾਰਨ ਨਾਲ ਆਹੂਤੀਆਂ ਪਾਈਆਂ ਗਈਆਂ ਅਤੇ ਸਕੂਲ ਦੀ ਤਰੱਕੀ ਅਤੇ ਵਿਦਿਆਰਥੀਆਂ ਦੇ ਉੱਜਵਲ ਭਵਿੱਖ ਲਈ ਅਰਦਾਸ ਕੀਤੀ ਗਈ। xyxy=(503,783,697,818)
dateline-line2: ਵੀਰਵਾਰ, 15 ਜਨਵਰੀ, 2026 xyxy=(1389,42,1497,54)
masthead-dateline xyxy=(1344,29,1498,55)
figure xyxy=(1072,243,1088,328)
photo-health xyxy=(504,131,697,225)
figure xyxy=(781,541,818,601)
article-nasha-awareness xyxy=(703,366,896,708)
photo-samman xyxy=(11,1084,298,1201)
figure xyxy=(75,447,100,501)
article-gurdaspur-lohri xyxy=(11,67,298,349)
column-5 xyxy=(902,67,1221,878)
para-4: ਸਮਾਗਮ ਦੌਰਾਨ ਸਾਬਕਾ ਸੈਨਿਕਾਂ ਨੂੰ ਸਨਮਾਨ ਚਿੰਨ੍ਹ ਦੇ ਕੇ ਸਨਮਾਨਿਤ ਕੀਤਾ ਗਿਆ। ਮੈਡੀਕਲ ਕੈਂਪ ਵੀ ਲਗਾਇਆ ਗਿਆ ਜਿਸ ਵਿੱਚ ਮੁਫ਼ਤ ਜਾਂਚ ਅਤੇ ਦਵਾਈਆਂ ਵੰਡੀਆਂ ਗਈਆਂ। xyxy=(158,572,299,634)
globe-icon xyxy=(907,593,916,601)
photo-wrap xyxy=(108,800,202,1004)
figure xyxy=(163,1129,189,1192)
figure xyxy=(1131,642,1148,716)
article-shivsena-vidyalaya xyxy=(902,504,1221,878)
para-1: ਕਿਸਾਨ ਜਥੇਬੰਦੀਆਂ ਨੇ ਐਸਡੀਐਮ ਦਫ਼ਤਰ ਦੇ ਬਾਹਰ ਧਰਨਾ ਲਗਾ ਕੇ ਸਰਕਾਰ ਖ਼ਿਲਾਫ਼ ਨਾਅਰੇਬਾਜ਼ੀ ਕੀਤੀ। ਕੜਾਕੇ ਦੀ ਠੰਢ ਦੇ ਬਾਵਜੂਦ ਵੱਡੀ ਗਿਣਤੀ ਵਿੱਚ ਕਿਸਾਨ ਹਾਜ਼ਰ ਰਹੇ। xyxy=(1226,354,1344,416)
para-2: ਭੰਗੜਾ, ਗਿੱਧਾ, ਲੋਕ ਗੀਤ ਅਤੇ ਬੋਲੀਆਂ ਨੇ ਮਾਹੌਲ ਨੂੰ ਰੰਗੀਨ ਬਣਾ ਦਿੱਤਾ। ਲੋਹੜੀ ਦੀ ਅੱਗ ਦੁਆਲੇ ਸਾਰਿਆਂ ਨੇ ਮਿਲ ਕੇ ਨੱਚ-ਗਾ ਕੇ ਖ਼ੁਸ਼ੀ ਮਨਾਈ। xyxy=(11,1483,137,1533)
photo-side xyxy=(1036,182,1214,442)
article-body-bottom xyxy=(11,1568,298,1620)
photo-figures xyxy=(12,1085,297,1200)
headline: ਮਕਰ ਸੰਕ੍ਰਾਂਤੀ ‘ਤੇ ਸਮਾਜ ਸੇਵਾ ਦਾ ਸਨਮਾਨ, ਕਮਲ ਕਿਸ਼ੋਰ ਪਹਿਲਵਾਨ ਨੂੰ ਕੀਤਾ ਵਿਸ਼ੇਸ਼ ਤੌਰ ‘ਤੇ ਸਨਮਾਨਿਤ xyxy=(11,1010,298,1081)
col2-jump-text xyxy=(304,67,497,251)
photo-figures xyxy=(1036,183,1214,337)
globe-icon xyxy=(1232,321,1240,330)
article-khalsa-university xyxy=(11,1324,298,1620)
headline: ਡੀਵੀਨੋ ਸੋਲੇਸ਼ਨ ਸਕੂਲ ਵਿੱਚ ਨਵੇਂ ਸਾਲ ਅਤੇ ਲੋਹੜੀ ਦੇ ਮੌਕੇ ‘ਤੇ ਹਵਨ ਦਾ ਕੀਤਾ ਆਯੋਜਨ xyxy=(504,514,697,576)
caption: ਐਸ.ਐਮ.ਓ. ਸੀਮਾ ਗੁਪਤਾ। xyxy=(762,616,837,626)
brand-badge: ਪੰਜਾਬ ਟਾਇਮਜ਼ xyxy=(11,153,77,166)
photo-police xyxy=(1351,630,1545,751)
para-5: ਅੰਤ ਵਿੱਚ ਬੈਂਡ ਦੀਆਂ ਧੁਨਾਂ ਨਾਲ ਸਮਾਗਮ ਦੀ ਸਮਾਪਤੀ ਹੋਈ ਅਤੇ ਹਾਜ਼ਰੀਨ ਨੇ ਰਾਸ਼ਟਰੀ ਗੀਤ ਗਾਇਆ। xyxy=(158,642,299,678)
photo-sanskar xyxy=(108,800,202,893)
divider xyxy=(304,555,497,556)
globe-icon xyxy=(16,513,24,521)
tag-badge: ਵਿਸ਼ੇਸ਼ xyxy=(77,510,109,524)
col4-health-jump xyxy=(703,67,896,212)
para-3: ਵੱਖ-ਵੱਖ ਪਾਰਟੀਆਂ ਦੇ ਆਗੂਆਂ ਨੇ ਵੀ ਸ਼ੋਕ ਸੰਦੇਸ਼ ਭੇਜੇ ਅਤੇ ਪਰਿਵਾਰ ਨੂੰ ਭਾਣਾ ਮੰਨਣ ਦਾ ਬਲ ਬਖ਼ਸ਼ਣ ਲਈ ਅਰਦਾਸ ਕੀਤੀ। xyxy=(207,910,299,973)
figure xyxy=(1401,678,1418,743)
caption: ਰੋਸ ਪ੍ਰਦਰਸ਼ਨ ਕਰਦੇ ਹੋਏ ਜਥੇਬੰਦੀਆਂ ਦੇ ਮੈਂਬਰ। xyxy=(703,945,832,954)
figure xyxy=(95,1129,121,1192)
caption: ਪੁਲਿਸ ਵੱਲੋਂ ਗ੍ਰਿਫ਼ਤਾਰ ਕੀਤਾ ਗਿਆ ਮੁਲਜ਼ਮ। xyxy=(1351,759,1471,769)
article-body xyxy=(504,706,697,911)
photo-figures xyxy=(505,132,696,224)
headline: ਗੁਰਦਾਸਪੁਰ ਵਿੱਚ “ਏਅਰ ਕੰਡੀਸ਼ਨਰ ਹਾਟ ਐਂਡ ਕੋਲਡ ਲੋਹੜੀ ਅਤੇ ਮਕਰ ਸੰਕ੍ਰਾਂਤੀ ਮੇਲਾ” ਦਾ ਸ਼ਾਨਦਾਰ ਆਯੋਜਨ xyxy=(11,67,298,150)
para-1: ਯੂਨੀਵਰਸਿਟੀ ਕੈਂਪਸ ਵਿੱਚ ‘ਵਿਰਸਤ-ਏ-ਪੰਜਾਬ’ ਦੇ ਨਾਂ ਹੇਠ ਲੋਹੜੀ ਦਾ ਜਸ਼ਨ ਬੜੀ ਧੂਮਧਾਮ ਨਾਲ ਮਨਾਇਆ ਗਿਆ। ਵਿਦਿਆਰਥੀਆਂ ਨੇ ਰਵਾਇਤੀ ਪੰਜਾਬੀ ਪਹਿਰਾਵੇ ਵਿੱਚ ਸ਼ਿਰਕਤ ਕੀਤੀ। xyxy=(11,1413,137,1476)
para-1: ਰਵਾਇਤਾਂ ਦੇ ਤਿਓਹਾਰੀ ਬੈਡ ਤੋਂ ਸ਼ਹਿਰ ਅੰਦਰ ਹੋਈਆਂ ਵੱਖ-ਵੱਖ ਗਤੀਵਿਧੀਆਂ ਵਿੱਚ ਲੋਕਾਂ ਨੇ ਵੱਡੀ ਗਿਣਤੀ ਵਿੱਚ ਸ਼ਮੂਲੀਅਤ ਕੀਤੀ। ਸ਼ਹਿਰ ਦੀ ਸੰਗਤ ਅਤੇ ਨੌਜਵਾਨ ਵਰਗ ਨੇ ਲੋਹੜੀ ਦੇ ਪਵਿੱਤਰ ਤਿਓਹਾਰ ਮੌਕੇ ਇੱਕ ਦੂਜੇ ਨੂੰ ਵਧਾਈਆਂ ਦਿੱਤੀਆਂ। xyxy=(11,188,151,264)
dateline: ਦੀਨਾਨਗਰ ਸਾਹਿਬ, 14 ਜਨਵਰੀ xyxy=(503,245,603,255)
column-4 xyxy=(703,67,896,959)
headline: ਵਿਧਾਇਕ ਡਾ. ਅਜੈ ਗੁਪਤਾ ਦਾ ਪਤਨੀ ਸ਼ਨੂੰ ਗੁਪਤਾ ਦਾ ਹੋਇਆ ਅੰਤਿਮ ਸੰਸਕਾਰ, ਵਾਰਡ ਇੰਚਾਰਜ ਸੰਪ੍ਰੀਤ ਭਾਟੀਆ ਸਮੇਤ ਵੱਖ-ਵੱਖ ਰਾਜਨੀਤਿਕ ਆਗੂ ਹੋਏ ਸ਼ਾਮਲ xyxy=(11,689,298,781)
para-2: ਪੁਲਿਸ ਬੁਲਾਰੇ ਨੇ ਦੱਸਿਆ ਕਿ ਮੁਲਜ਼ਮ ਕੋਲੋਂ ਇੱਕ ਪਿਸਤੌਲ ਅਤੇ ਕਾਰਤੂਸ ਬਰਾਮਦ ਕੀਤੇ ਗਏ ਹਨ। ਉਸ ਵਿਰੁੱਧ ਪਹਿਲਾਂ ਵੀ ਕਈ ਸੰਗੀਨ ਮਾਮਲੇ ਦਰਜ ਹਨ। xyxy=(1226,751,1344,813)
figure xyxy=(665,168,682,219)
figure xyxy=(1487,365,1504,433)
para-i: ਇਸ ਮੌਕੇ ਲੰਗਰ ਲਗਾਇਆ ਗਿਆ ਅਤੇ ਗਰੀਬ ਪਰਿਵਾਰਾਂ ਨੂੰ ਕੰਬਲ ਵੰਡੇ ਗਏ। ਬੁਲਾਰਿਆਂ ਨੇ ਕਿਹਾ ਕਿ ਸੇਵਾ ਹੀ ਸਭ ਤੋਂ ਵੱਡਾ ਧਰਮ ਹੈ। xyxy=(304,504,498,540)
para-c: ਇਸ ਮੌਕੇ ਵੱਡੀ ਗਿਣਤੀ ਵਿੱਚ ਇਲਾਕੇ ਦੀਆਂ ਸੰਗਤਾਂ ਨੇ ਹਾਜ਼ਰੀ ਭਰੀ ਅਤੇ ਗੁਰੂ ਮਹਾਰਾਜ ਦੇ ਚਰਨਾਂ ਵਿੱਚ ਸ਼ਰਧਾ ਦੇ ਫੁੱਲ ਭੇਟ ਕੀਤੇ। xyxy=(1226,131,1545,154)
newspaper-logo[interactable]: ਪੰਜਾਬ ਟਾਇਮਜ਼ xyxy=(11,23,268,61)
figure xyxy=(1512,365,1529,433)
photo-figures xyxy=(143,1395,297,1541)
article-makar-sankranti-samman xyxy=(11,1010,298,1320)
brand-badge: ਪੰਜਾਬ ਟਾਇਮਜ਼ xyxy=(504,227,570,240)
article-body xyxy=(11,1219,298,1320)
article-kisan-dharna xyxy=(1227,240,1545,537)
headline: ਨਸ਼ਿਆਂ ਦੇ ਦੁਪ੍ਰਭਾਵਾਂ ਬਾਰੇ ਵਿਦਿਆਰਥੀਆਂ ਨੂੰ ਸੁਚੇਤ ਕੀਤਾ ਜਾਵੇ -ਐਸ.ਐਮ.ਓ. ਸੀਮਾ ਗੁਪਤਾ xyxy=(703,366,896,427)
figure xyxy=(543,622,560,681)
para-f: ਅੰਤ ਵਿੱਚ ਸਾਰਿਆਂ ਨੂੰ ਮੂੰਗਫਲੀ, ਰਿਓੜੀਆਂ ਅਤੇ ਗੁੜ ਵੰਡਿਆ ਗਿਆ ਅਤੇ 2026 ਦੀਆਂ ਸ਼ੁਭਕਾਮਨਾਵਾਂ ਦਿੱਤੀਆਂ ਗਈਆਂ। xyxy=(703,318,896,342)
figure xyxy=(273,1452,287,1532)
article-body xyxy=(11,527,298,685)
para-3: ਲੋਹੜੀ ਦੀ ਅੱਗ ਬਾਲ ਕੇ ਸਾਰਿਆਂ ਨੇ ਤਿਲ, ਗੁੜ ਅਤੇ ਰਿਓੜੀਆਂ ਅਰਪਿਤ ਕੀਤੀਆਂ ਅਤੇ ਸੁੱਖ-ਸ਼ਾਂਤੀ ਦੀ ਕਾਮਨਾ ਕੀਤੀ। xyxy=(902,766,1028,815)
figure xyxy=(1411,365,1428,433)
globe-icon xyxy=(16,1205,24,1214)
caption: ਐਸਡੀਐਮ ਦਫ਼ਤਰ ਅੱਗੇ ਧਰਨਾ ਦਿੰਦੇ ਹੋਏ ਕਿਸਾਨ। xyxy=(1351,450,1486,459)
tag-badge: ਵਿਸ਼ੇਸ਼ xyxy=(969,591,1001,604)
col4-school-jump xyxy=(703,230,896,348)
para-e: ਅਧਿਕਾਰੀਆਂ ਨੇ ਕਿਹਾ ਕਿ ਦੇਸ਼ ਦੀ ਸੁਰੱਖਿਆ ਲਈ ਜਾਨਾਂ ਵਾਰਨ ਵਾਲੇ ਜਵਾਨਾਂ ਦਾ ਯੋਗਦਾਨ ਕਦੇ ਵੀ ਭੁਲਾਇਆ ਨਹੀਂ ਜਾ ਸਕਦਾ। ਸਰਕਾਰ ਅਤੇ ਫ਼ੌਜ ਵੱਲੋਂ ਸਾਬਕਾ ਸੈਨਿਕਾਂ ਦੇ ਪਰਿਵਾਰਾਂ ਦੀ ਹਰ ਸੰਭਵ ਸਹਾਇਤਾ ਕੀਤੀ ਜਾ ਰਹੀ ਹੈ। xyxy=(304,312,498,362)
headline: ਗਰਭਵਤੀ ਔਰਤਾਂ ਦੀ 100 ਫ਼ੀਸਦੀ ਸੰਸਥਾਗਤ ਪ੍ਰਸੂਤੀ ਯਕੀਨੀ ਬਣਾਈ ਜਾਵੇ : ਐਸ.ਐਮ.ਓ. ਡਾ. ਸੁਰਜੀਤ ਸਿੰਘ xyxy=(504,67,697,128)
para-6: ਕਥਾਵਾਚਕਾਂ ਨੇ ਚਾਲੀ ਮੁਕਤਿਆਂ ਦੀ ਕੁਰਬਾਨੀ ਦਾ ਇਤਿਹਾਸ ਸੰਗਤਾਂ ਨਾਲ ਸਾਂਝਾ ਕਰਦਿਆਂ ਕਿਹਾ ਕਿ ਸਿੱਖ ਕੌਮ ਦੇ ਇਹ ਮਹਾਨ ਯੋਧੇ ਸਦਾ ਲਈ ਅਮਰ ਹੋ ਗਏ। xyxy=(1065,443,1214,492)
figure xyxy=(1171,243,1187,328)
figure xyxy=(1064,642,1081,716)
globe-icon xyxy=(509,692,517,701)
article-divine-school xyxy=(504,514,697,916)
para-1: ਸਕੂਲ ਕੈਂਪਸ ਵਿੱਚ ਨਵੇਂ ਸਾਲ ਅਤੇ ਲੋਹੜੀ ਦੇ ਸ਼ੁਭ ਮੌਕੇ ‘ਤੇ ਹਵਨ ਯੱਗ ਕਰਵਾਇਆ ਗਿਆ, ਜਿਸ ਵਿੱਚ ਵਿਦਿਆਰਥੀਆਂ, ਅਧਿਆਪਕਾਂ ਅਤੇ ਮਾਪਿਆਂ ਨੇ ਵੱਡੀ ਗਿਣਤੀ ਵਿੱਚ ਹਿੱਸਾ ਲਿਆ। xyxy=(503,725,697,775)
figure xyxy=(198,1129,223,1192)
article-layout xyxy=(902,588,1221,878)
credit-line xyxy=(703,790,896,804)
article-body xyxy=(504,244,697,492)
globe-icon xyxy=(708,793,717,801)
figure xyxy=(263,1129,289,1192)
brand-badge: ਪੰਜਾਬ ਟਾਇਮਜ਼ xyxy=(504,690,570,703)
figure xyxy=(1109,642,1125,716)
photo-nasha-portrait xyxy=(757,522,843,608)
para-b: ਗੁਰਦੁਆਰਾ ਪ੍ਰਬੰਧਕ ਕਮੇਟੀ ਦੇ ਅਹੁਦੇਦਾਰਾਂ ਨੇ ਸੰਗਤਾਂ ਦਾ ਧੰਨਵਾਦ ਕੀਤਾ ਅਤੇ ਕਿਹਾ ਕਿ ਨੌਜਵਾਨ ਪੀੜ੍ਹੀ ਨੂੰ ਆਪਣੇ ਅਮੀਰ ਇਤਿਹਾਸ ਨਾਲ ਜੋੜਨ ਦੀ ਲੋੜ ਹੈ। xyxy=(1226,100,1545,124)
dateline: ਸ੍ਰੀ ਅੰਮ੍ਰਿਤਸਰ ਸਾਹਿਬ, 14 ਜਨਵਰੀ xyxy=(11,1220,131,1230)
article-body-right xyxy=(208,800,299,1004)
figure xyxy=(1361,365,1378,433)
figure xyxy=(235,447,261,501)
para-1: ਅੰਮ੍ਰਿਤਸਰ ਵਿਖੇ ਵਿਧਾਇਕ ਡਾ. ਅਜੈ ਗੁਪਤਾ ਦੇ ਪਰਿਵਾਰ ਵਿੱਚ ਹੋਏ ਦੁਖਦ ਵਿਛੋੜੇ ‘ਤੇ ਸ਼ਹਿਰ ਭਰ ਦੇ ਰਾਜਨੀਤਿਕ ਅਤੇ ਸਮਾਜਿਕ ਆਗੂਆਂ ਨੇ ਡੂੰਘੇ ਦੁੱਖ ਦਾ ਪ੍ਰਗਟਾਵਾ ਕੀਤਾ। xyxy=(11,832,102,920)
figure xyxy=(555,168,572,219)
tag-badge: ਰਿਪੋਰਟ xyxy=(569,227,605,240)
text-side xyxy=(909,182,1029,442)
para-3: ਸਕੂਲ ਪ੍ਰਿੰਸੀਪਲ ਨੇ ਕਿਹਾ ਕਿ ਲੋਹੜੀ ਦਾ ਤਿਓਹਾਰ ਸਾਂਝੀਵਾਲਤਾ ਅਤੇ ਭਾਈਚਾਰਕ ਏਕਤਾ ਦਾ ਪ੍ਰਤੀਕ ਹੈ। ਵਿਦਿਆਰਥੀਆਂ ਨੇ ਰੰਗਾਰੰਗ ਪ੍ਰੋਗਰਾਮ ਪੇਸ਼ ਕੀਤਾ। xyxy=(503,826,697,863)
para-4: ਗੁਰਦੁਆਰਾ ਪ੍ਰਬੰਧਕ ਕਮੇਟੀ ਦੇ ਅਹੁਦੇਦਾਰਾਂ ਨੇ ਸੰਗਤਾਂ ਦਾ ਧੰਨਵਾਦ ਕੀਤਾ ਅਤੇ ਕਿਹਾ ਕਿ ਨੌਜਵਾਨ ਪੀੜ੍ਹੀ ਨੂੰ ਆਪਣੇ ਅਮੀਰ ਇਤਿਹਾਸ ਨਾਲ ਜੋੜਨ ਦੀ ਲੋੜ ਹੈ। xyxy=(1035,364,1214,401)
para-5: ਇਸ ਮੌਕੇ ਵੱਡੀ ਗਿਣਤੀ ਵਿੱਚ ਇਲਾਕੇ ਦੀਆਂ ਸੰਗਤਾਂ ਨੇ ਹਾਜ਼ਰੀ ਭਰੀ ਅਤੇ ਗੁਰੂ ਮਹਾਰਾਜ ਦੇ ਚਰਨਾਂ ਵਿੱਚ ਸ਼ਰਧਾ ਦੇ ਫੁੱਲ ਭੇਟ ਕੀਤੇ। xyxy=(908,443,1058,478)
column-2 xyxy=(304,67,497,668)
figure xyxy=(1432,678,1449,743)
tag-badge: ਵਿਸ਼ੇਸ਼ xyxy=(77,1378,109,1391)
article-body-2 xyxy=(1034,751,1221,834)
headline: ਪੂਠ ਦਾਸੂਵਾਲ ਗੈਂਗ ਦਾ ਸ਼ੂਟਰ ਭੱਜਣ ਦੀ ਕੋਸ਼ਿਸ਼ ਦੌਰਾਨ ਜ਼ਖਮੀ xyxy=(1227,555,1545,605)
caption: ਸਮਾਗਮ ਦੌਰਾਨ ਸਨਮਾਨਿਤ ਕਰਦੇ ਹੋਏ ਪਤਵੰਤੇ। xyxy=(159,1295,284,1304)
photo-khalsa xyxy=(142,1394,298,1542)
caption: ਗੁਰਦੁਆਰਾ ਸਾਹਿਬ ਵਿਖੇ ਕੀਰਤਨ ਕਰਦੇ ਹੋਏ ਰਾਗੀ ਜਥੇ। xyxy=(1036,346,1184,356)
globe-icon xyxy=(913,187,922,195)
para-2: ਇਸ ਮੌਕੇ ਸੈਨਿਕਾਂ ਦੀਆਂ ਕੁਰਬਾਨੀਆਂ ਨੂੰ ਯਾਦ ਕਰਦਿਆਂ ਸ਼ਹੀਦਾਂ ਨੂੰ ਸ਼ਰਧਾਂਜਲੀ ਭੇਟ ਕੀਤੀ ਗਈ ਅਤੇ ਦੋ ਮਿੰਟ ਦਾ ਮੌਨ ਰੱਖਿਆ ਗਿਆ। xyxy=(11,615,151,652)
figure xyxy=(136,823,168,888)
figure xyxy=(60,1129,86,1192)
